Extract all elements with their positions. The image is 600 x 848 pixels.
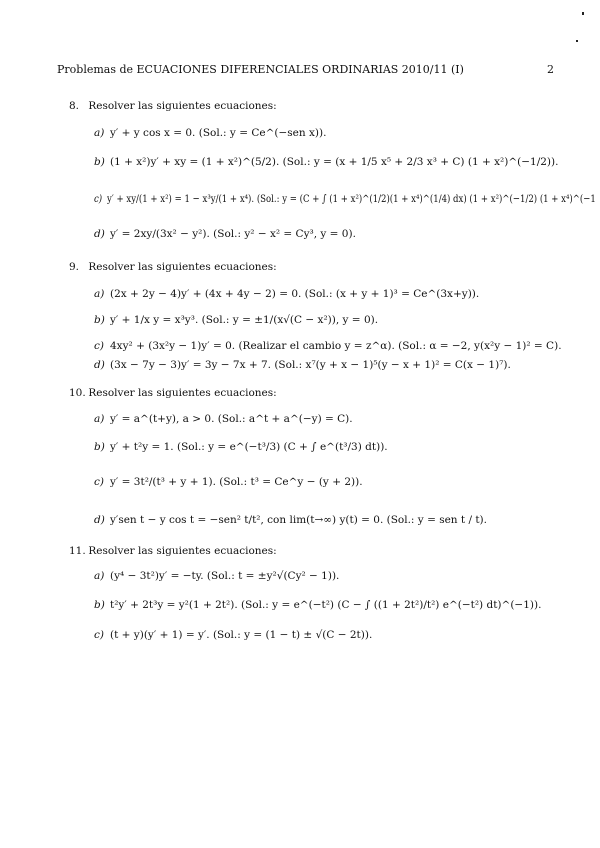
exercise-item [94, 156, 558, 168]
problem-heading [69, 387, 277, 399]
item-label: c) [94, 629, 104, 641]
item-text: y′ + t²y = 1. (Sol.: y = e^(−t³/3) (C + ∫ e^(t³/3) dt)). [110, 441, 388, 453]
exercise-item [94, 288, 479, 300]
item-label: a) [94, 413, 105, 425]
problem-prompt: Resolver las siguientes ecuaciones: [88, 261, 277, 273]
scan-speck [582, 12, 584, 15]
item-label: a) [94, 288, 105, 300]
exercise-item [94, 413, 353, 425]
exercise-item [94, 314, 378, 326]
item-text: y′sen t − y cos t = −sen² t/t², con lim(t→∞) y(t) = 0. (Sol.: y = sen t / t). [110, 514, 487, 526]
item-label: d) [94, 228, 105, 240]
item-label: a) [94, 127, 105, 139]
item-text: y′ = 2xy/(3x² − y²). (Sol.: y² − x² = Cy³, y = 0). [110, 228, 356, 240]
problem-prompt: Resolver las siguientes ecuaciones: [88, 545, 277, 557]
item-label: b) [94, 599, 105, 611]
problem-prompt: Resolver las siguientes ecuaciones: [88, 100, 277, 112]
exercise-item [94, 476, 363, 488]
problem-number: 10. [69, 387, 86, 399]
exercise-item [94, 359, 511, 371]
item-label: d) [94, 514, 105, 526]
item-text: (t + y)(y′ + 1) = y′. (Sol.: y = (1 − t) ± √(C − 2t)). [110, 629, 373, 641]
item-text: (2x + 2y − 4)y′ + (4x + 4y − 2) = 0. (Sol.: (x + y + 1)³ = Ce^(3x+y)). [110, 288, 480, 300]
exercise-item [94, 340, 562, 352]
item-label: c) [94, 340, 104, 352]
item-label: a) [94, 570, 105, 582]
item-text: y′ + xy/(1 + x²) = 1 − x³y/(1 + x⁴). (Sol.: y = (C + ∫ (1 + x²)^(1/2)(1 + x⁴)^(1/4) dx) (1 + x²)^(−1/2) (1 + x⁴)^(−1 [107, 193, 596, 205]
exercise-item [94, 629, 372, 641]
item-label: b) [94, 314, 105, 326]
item-label: c) [94, 476, 104, 488]
item-text: y′ + y cos x = 0. (Sol.: y = Ce^(−sen x)). [110, 127, 327, 139]
item-text: (1 + x²)y′ + xy = (1 + x²)^(5/2). (Sol.: y = (x + 1/5 x⁵ + 2/3 x³ + C) (1 + x²)^(−1/2)). [110, 156, 559, 168]
problem-prompt: Resolver las siguientes ecuaciones: [88, 387, 277, 399]
page-number: 2 [547, 63, 554, 76]
item-label: b) [94, 156, 105, 168]
item-label: c) [94, 193, 103, 205]
exercise-item [94, 441, 388, 453]
item-text: (y⁴ − 3t²)y′ = −ty. (Sol.: t = ±y²√(Cy² − 1)). [110, 570, 340, 582]
exercise-item [94, 599, 541, 611]
page-header [57, 63, 554, 79]
item-text: 4xy² + (3x²y − 1)y′ = 0. (Realizar el cambio y = z^α). (Sol.: α = −2, y(x²y − 1)² = C). [110, 340, 562, 352]
item-text: (3x − 7y − 3)y′ = 3y − 7x + 7. (Sol.: x⁷(y + x − 1)⁵(y − x + 1)² = C(x − 1)⁷). [110, 359, 511, 371]
exercise-item [94, 193, 596, 205]
item-label: d) [94, 359, 105, 371]
item-text: y′ = 3t²/(t³ + y + 1). (Sol.: t³ = Ce^y − (y + 2)). [110, 476, 363, 488]
item-text: y′ = a^(t+y), a > 0. (Sol.: a^t + a^(−y) = C). [110, 413, 353, 425]
scan-speck [576, 40, 578, 42]
item-text: t²y′ + 2t³y = y²(1 + 2t²). (Sol.: y = e^(−t²) (C − ∫ ((1 + 2t²)/t²) e^(−t²) dt)^(−1)). [110, 599, 542, 611]
problem-number: 9. [69, 261, 80, 273]
item-text: y′ + 1/x y = x³y³. (Sol.: y = ±1/(x√(C − x²)), y = 0). [110, 314, 379, 326]
exercise-item [94, 228, 356, 240]
header-title: Problemas de ECUACIONES DIFERENCIALES ORDINARIAS 2010/11 (I) [57, 63, 464, 76]
problem-number: 8. [69, 100, 80, 112]
exercise-item [94, 514, 487, 526]
problem-heading [69, 261, 277, 273]
problem-heading [69, 100, 277, 112]
problem-number: 11. [69, 545, 86, 557]
exercise-item [94, 570, 339, 582]
item-label: b) [94, 441, 105, 453]
exercise-item [94, 127, 326, 139]
problem-heading [69, 545, 277, 557]
